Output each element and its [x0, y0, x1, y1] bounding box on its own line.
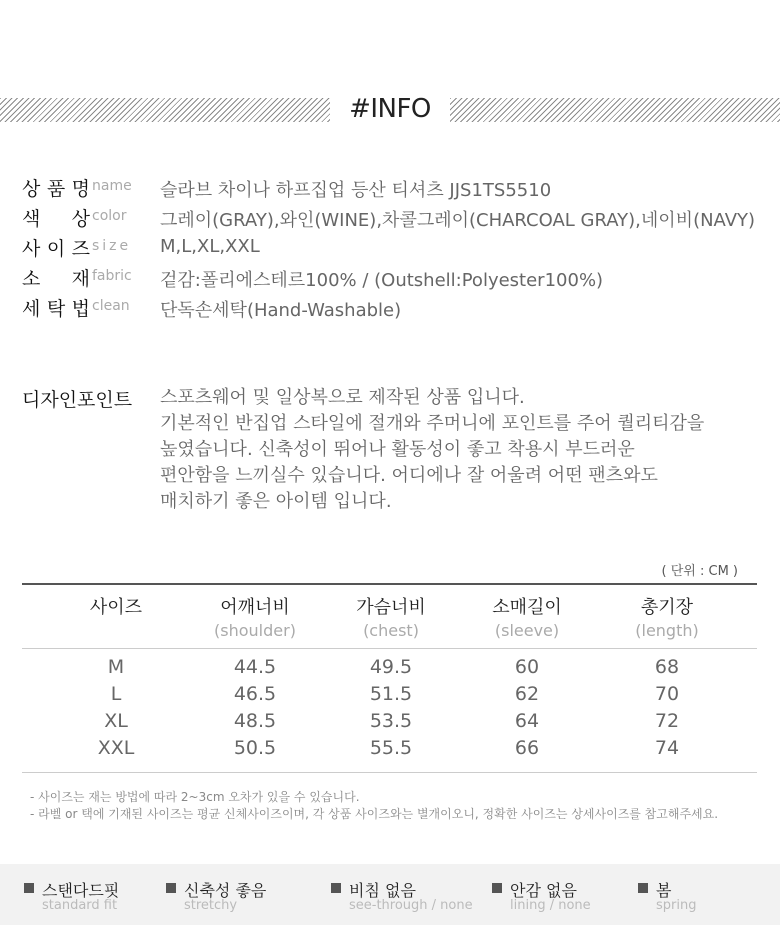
spec-value: M,L,XL,XXL [160, 236, 260, 257]
spec-key-en: clean [92, 298, 130, 314]
spec-key: 사 이 즈 [22, 238, 90, 260]
square-bullet-icon [638, 883, 648, 893]
header-shoulder: 어깨너비 (shoulder) [214, 597, 296, 640]
spec-key-en: size [92, 238, 132, 254]
note-line: - 라벨 or 택에 기재된 사이즈는 평균 신체사이즈이며, 각 상품 사이즈와는 별개이오니, 정확한 사이즈는 상세사이즈를 참고해주세요. [30, 807, 719, 821]
unit-label: ( 단위 : CM ) [661, 564, 738, 579]
header-length: 총기장 (length) [635, 597, 699, 640]
table-top-rule [22, 583, 757, 585]
spec-value: 겉감:폴리에스테르100% / (Outshell:Polyester100%) [160, 270, 604, 291]
spec-key: 소 재 [22, 268, 90, 290]
square-bullet-icon [166, 883, 176, 893]
size-notes [30, 789, 718, 823]
info-title: #INFO [349, 94, 431, 124]
design-line: 매치하기 좋은 아이템 입니다. [160, 491, 392, 512]
spec-value: 단독손세탁(Hand-Washable) [160, 300, 402, 321]
spec-value: 그레이(GRAY),와인(WINE),차콜그레이(CHARCOAL GRAY),네이비(NAVY) [160, 210, 756, 231]
header-hatch-left [0, 98, 330, 122]
spec-key-en: color [92, 208, 127, 224]
design-line: 기본적인 반집업 스타일에 절개와 주머니에 포인트를 주어 퀄리티감을 [160, 413, 705, 434]
header-size: 사이즈 [89, 597, 143, 618]
spec-key-en: fabric [92, 268, 132, 284]
design-line: 높였습니다. 신축성이 뛰어나 활동성이 좋고 착용시 부드러운 [160, 439, 635, 460]
spec-key: 색 상 [22, 208, 90, 230]
header-chest: 가슴너비 (chest) [356, 597, 426, 640]
spec-key: 세 탁 법 [22, 298, 90, 320]
table-header-rule [22, 648, 757, 649]
note-line: - 사이즈는 재는 방법에 따라 2~3cm 오차가 있을 수 있습니다. [30, 790, 360, 804]
feature-bar: 스탠다드핏 standard fit 신축성 좋음 stretchy 비침 없음 see-through / none 안감 없음 lining / none 봄 spring [0, 864, 780, 925]
table-bottom-rule [22, 772, 757, 773]
square-bullet-icon [24, 883, 34, 893]
square-bullet-icon [492, 883, 502, 893]
spec-value: 슬라브 차이나 하프집업 등산 티셔츠 JJS1TS5510 [160, 180, 552, 201]
header-hatch-right [450, 98, 780, 122]
design-point-text [160, 385, 704, 515]
design-point-label: 디자인포인트 [22, 389, 133, 411]
spec-key: 상 품 명 [22, 178, 90, 200]
spec-key-en: name [92, 178, 132, 194]
header-sleeve: 소매길이 (sleeve) [492, 597, 562, 640]
design-line: 편안함을 느끼실수 있습니다. 어디에나 잘 어울려 어떤 팬츠와도 [160, 465, 658, 486]
square-bullet-icon [331, 883, 341, 893]
design-line: 스포츠웨어 및 일상복으로 제작된 상품 입니다. [160, 387, 525, 408]
